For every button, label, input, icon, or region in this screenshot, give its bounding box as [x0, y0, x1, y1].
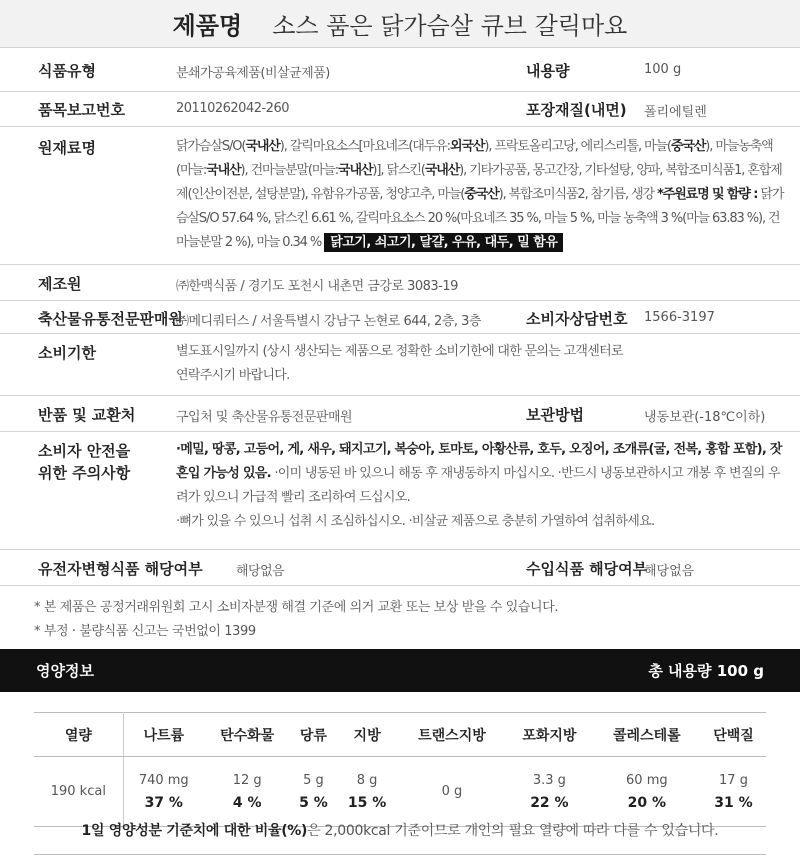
- storage-label: 보관방법: [526, 406, 584, 424]
- nutrient-header: 단백질: [701, 713, 766, 757]
- nutrient-header: 당류: [290, 713, 336, 757]
- gmo-label: 유전자변형식품 해당여부: [38, 560, 203, 578]
- consumer-value: 1566-3197: [644, 310, 715, 325]
- allergen-badge: 닭고기, 쇠고기, 달걀, 우유, 대두, 밀 함유: [324, 233, 563, 252]
- footer-divider: [34, 854, 766, 855]
- row-seller: [0, 301, 800, 334]
- report-no-label: 품목보고번호: [38, 101, 125, 119]
- product-title-bar: [0, 0, 800, 48]
- daily-value-note: 1일 영양성분 기준치에 대한 비율(%)은 2,000kcal 기준이므로 개인의 필요 열량에 따라 다를 수 있습니다.: [81, 823, 719, 839]
- seller-value: ㈜메디쿼터스 / 서울특별시 강남구 논현로 644, 2층, 3층: [176, 314, 481, 329]
- expiry-label: 소비기한: [38, 344, 96, 362]
- exchange-note: * 본 제품은 공정거래위원회 고시 소비자분쟁 해결 기준에 의거 교환 또는 보상 받을 수 있습니다.: [34, 600, 559, 615]
- product-name: 소스 품은 닭가슴살 큐브 갈릭마요: [272, 12, 628, 40]
- consumer-label: 소비자상담번호: [526, 310, 628, 328]
- maker-value: ㈜한맥식품 / 경기도 포천시 내촌면 금강로 3083-19: [176, 279, 458, 294]
- volume-label: 내용량: [526, 62, 570, 80]
- nutrition-title: 영양정보: [36, 662, 94, 680]
- nutrient-cell: 12 g 4 %: [204, 757, 291, 827]
- nutrient-header: 탄수화물: [204, 713, 291, 757]
- row-report-no: [0, 92, 800, 127]
- row-caution: [0, 432, 800, 550]
- nutrient-cell: 0 g: [398, 757, 506, 827]
- expiry-text: 별도표시일까지 (상시 생산되는 제품으로 정확한 소비기한에 대한 문의는 고객센터로 연락주시기 바랍니다.: [176, 344, 623, 383]
- maker-label: 제조원: [38, 275, 82, 293]
- row-maker: [0, 265, 800, 301]
- packaging-value: 폴리에틸렌: [644, 105, 707, 120]
- row-gmo: [0, 550, 800, 586]
- row-ingredients: [0, 127, 800, 265]
- nutrition-header: [0, 649, 800, 692]
- import-value: 해당없음: [644, 564, 695, 579]
- food-type-value: 분쇄가공육제품(비살균제품): [176, 66, 330, 81]
- caution-label: 소비자 안전을 위한 주의사항: [38, 442, 131, 482]
- gmo-value: 해당없음: [236, 564, 285, 579]
- nutrient-cell: 60 mg 20 %: [593, 757, 701, 827]
- return-label: 반품 및 교환처: [38, 406, 136, 424]
- packaging-label: 포장재질(내면): [526, 101, 627, 119]
- report-note: * 부정 · 불량식품 신고는 국번없이 1399: [34, 624, 256, 639]
- nutrient-cell: 8 g 15 %: [336, 757, 397, 827]
- nutrient-header: 트랜스지방: [398, 713, 506, 757]
- nutrient-header: 열량: [34, 713, 123, 757]
- volume-value: 100 g: [644, 62, 682, 77]
- nutrient-cell: 17 g 31 %: [701, 757, 766, 827]
- nutrition-value-row: [34, 757, 766, 827]
- import-label: 수입식품 해당여부: [526, 560, 648, 578]
- ingredients-text: 닭가슴살S/O(국내산), 갈릭마요소스[마요네즈(대두유:외국산), 프락토올리고당, 에리스리톨, 마늘(중국산), 마늘농축액(마늘:국내산), 건마늘분말(마늘:국내산)], 닭스킨(국내산), 기타가공품, 몽고간장, 기타설탕, 양파, 복합조미식품1, 혼합제제(인산이전분, 설탕분말), 유함유가공품, 청양고추, 마늘(중국산), 복합조미식품2, 참기름, 생강 *주원료명 및 함량 : 닭가슴살S/O 57.64 %, 닭스킨 6.61 %, 갈릭마요소스 20 %(마요네즈 35 %, 마늘 5 %, 마늘 농축액 3 %(마늘 63.83 %), 건마늘분말 2 %), 마늘 0.34 % 닭고기, 쇠고기, 달걀, 우유, 대두, 밀 함유: [176, 139, 784, 250]
- report-no-value: 20110262042-260: [176, 101, 289, 116]
- row-food-type: [0, 48, 800, 92]
- nutrition-header-row: [34, 713, 766, 757]
- caution-text: ·메밀, 땅콩, 고등어, 게, 새우, 돼지고기, 복숭아, 토마토, 아황산류, 호두, 오징어, 조개류(굴, 전복, 홍합 포함), 잣 혼입 가능성 있음. ·이미 냉동된 바 있으니 해동 후 재냉동하지 마십시오. ·반드시 냉동보관하시고 개봉 후 변질의 우려가 있으니 가급적 빨리 조리하여 드십시오. ·뼈가 있을 수 있으니 섭취 시 조심하십시오. ·비살균 제품으로 충분히 가열하여 섭취하세요.: [176, 442, 782, 529]
- food-type-label: 식품유형: [38, 62, 96, 80]
- nutrient-header: 포화지방: [506, 713, 593, 757]
- nutrient-cell: 190 kcal: [34, 757, 123, 827]
- return-value: 구입처 및 축산물유통전문판매원: [176, 410, 353, 425]
- nutrient-cell: 5 g 5 %: [290, 757, 336, 827]
- nutrient-header: 지방: [336, 713, 397, 757]
- nutrient-header: 콜레스테롤: [593, 713, 701, 757]
- nutrient-cell: 740 mg 37 %: [123, 757, 204, 827]
- nutrient-cell: 3.3 g 22 %: [506, 757, 593, 827]
- row-return: [0, 396, 800, 432]
- nutrition-total: 총 내용량 100 g: [648, 662, 764, 680]
- nutrition-table: [34, 712, 766, 827]
- ingredients-label: 원재료명: [38, 139, 96, 157]
- seller-label: 축산물유통전문판매원: [38, 310, 183, 328]
- row-expiry: [0, 334, 800, 396]
- storage-value: 냉동보관(-18℃이하): [644, 410, 766, 425]
- nutrient-header: 나트륨: [123, 713, 204, 757]
- product-name-label: 제품명: [172, 12, 243, 40]
